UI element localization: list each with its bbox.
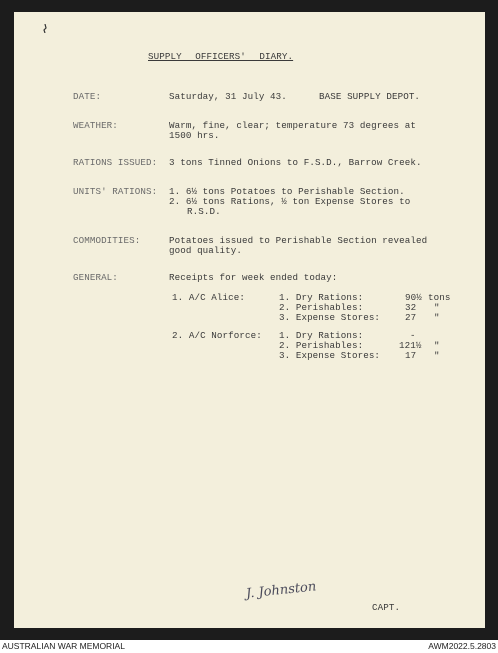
receipt-group-name: 2. A/C Norforce: [172, 330, 262, 341]
general-intro: Receipts for week ended today: [169, 272, 338, 283]
receipt-item-value: - [410, 330, 416, 341]
commodities-label: COMMODITIES: [73, 235, 141, 246]
handwritten-signature: J. Johnston [245, 579, 317, 602]
receipt-item-label: 1. Dry Rations: [279, 292, 364, 303]
receipt-item-value: 17 [405, 350, 417, 361]
diary-title: SUPPLY OFFICERS' DIARY. [148, 51, 294, 62]
general-label: GENERAL: [73, 272, 118, 283]
receipt-item-unit: tons [428, 292, 451, 303]
receipt-item-unit: " [434, 340, 440, 351]
footer-institution: AUSTRALIAN WAR MEMORIAL [2, 641, 125, 651]
signature-rank: CAPT. [372, 602, 401, 613]
receipt-item-value: 32 [405, 302, 417, 313]
footer-catalogue-id: AWM2022.5.2803 [428, 641, 496, 651]
weather-line-1: Warm, fine, clear; temperature 73 degrees at [169, 120, 416, 131]
receipt-item-value: 90½ [405, 292, 422, 303]
receipt-item-unit: " [434, 350, 440, 361]
receipt-item-unit: " [434, 312, 440, 323]
depot-name: BASE SUPPLY DEPOT. [319, 91, 421, 102]
receipt-item-label: 2. Perishables: [279, 302, 364, 313]
rations-issued-label: RATIONS ISSUED: [73, 157, 158, 168]
receipt-item-value: 121½ [399, 340, 422, 351]
units-rations-line-1: 1. 6½ tons Potatoes to Perishable Section. [169, 186, 405, 197]
receipt-item-label: 3. Expense Stores: [279, 312, 381, 323]
rations-issued-value: 3 tons Tinned Onions to F.S.D., Barrow Creek. [169, 157, 422, 168]
weather-line-2: 1500 hrs. [169, 130, 220, 141]
date-value: Saturday, 31 July 43. [169, 91, 287, 102]
ink-mark-icon [42, 24, 48, 33]
receipt-item-unit: " [434, 302, 440, 313]
units-rations-line-3: R.S.D. [187, 206, 221, 217]
commodities-line-1: Potatoes issued to Perishable Section revealed [169, 235, 428, 246]
receipt-item-value: 27 [405, 312, 417, 323]
units-rations-label: UNITS' RATIONS: [73, 186, 158, 197]
receipt-item-label: 1. Dry Rations: [279, 330, 364, 341]
weather-label: WEATHER: [73, 120, 118, 131]
date-label: DATE: [73, 91, 102, 102]
units-rations-line-2: 2. 6½ tons Rations, ½ ton Expense Stores to [169, 196, 411, 207]
commodities-line-2: good quality. [169, 245, 242, 256]
receipt-group-name: 1. A/C Alice: [172, 292, 245, 303]
receipt-item-label: 2. Perishables: [279, 340, 364, 351]
receipt-item-label: 3. Expense Stores: [279, 350, 381, 361]
